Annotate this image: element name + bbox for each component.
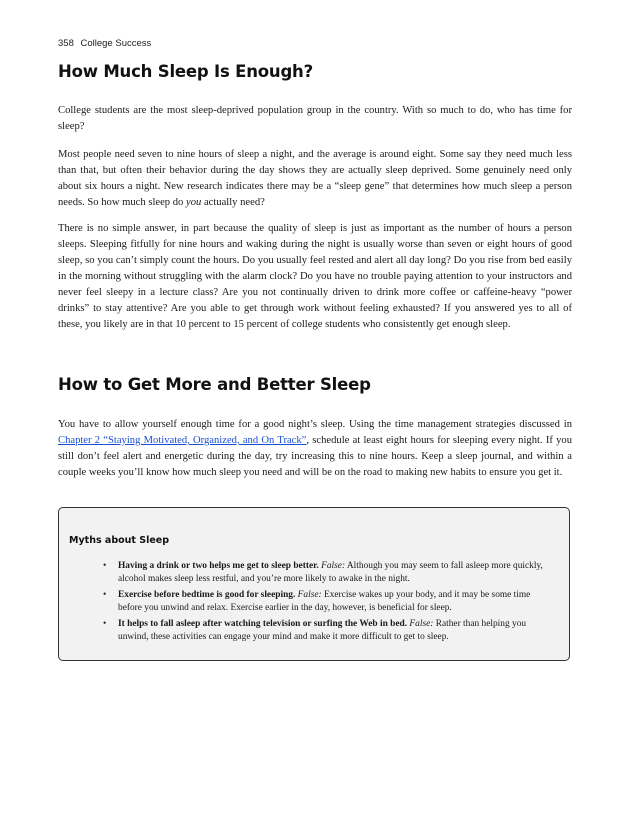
bullet-icon: • bbox=[103, 619, 107, 629]
myths-list bbox=[103, 560, 547, 647]
myth-explanation: Although you may seem to fall asleep more quickly, alcohol makes sleep less restful, and you’re more likely to awake in the night. bbox=[118, 561, 543, 584]
false-label: False: bbox=[297, 590, 322, 600]
false-label: False: bbox=[409, 619, 434, 629]
myth-statement: Exercise before bedtime is good for sleeping. bbox=[118, 590, 296, 600]
book-title: College Success bbox=[80, 38, 152, 49]
myths-callout-box bbox=[58, 507, 570, 661]
paragraph-allow-time bbox=[58, 417, 572, 481]
chapter-2-link[interactable]: Chapter 2 “Staying Motivated, Organized, and On Track” bbox=[58, 435, 307, 446]
paragraph-intro: College students are the most sleep-deprived population group in the country. With so much to do, who has time for sleep? bbox=[58, 105, 572, 132]
emphasis-you: you bbox=[186, 197, 202, 208]
bullet-icon: • bbox=[103, 561, 107, 571]
page-number: 358 bbox=[58, 38, 74, 49]
paragraph-sleep-need bbox=[58, 147, 572, 211]
bullet-icon: • bbox=[103, 590, 107, 600]
section-title-better-sleep: How to Get More and Better Sleep bbox=[58, 375, 371, 394]
myth-explanation: Exercise wakes up your body, and it may be some time before you unwind and relax. Exercise earlier in the day, however, is beneficial for sleep. bbox=[118, 590, 531, 613]
myth-statement: It helps to fall asleep after watching television or surfing the Web in bed. bbox=[118, 619, 408, 629]
false-label: False: bbox=[321, 561, 346, 571]
myth-item bbox=[103, 589, 547, 614]
paragraph-sleep-need-end: actually need? bbox=[201, 197, 265, 208]
myth-explanation: Rather than helping you unwind, these activities can engage your mind and make it more difficult to get to sleep. bbox=[118, 619, 527, 642]
paragraph-allow-time-text: You have to allow yourself enough time for a good night’s sleep. Using the time management strategies discussed in bbox=[58, 419, 572, 430]
myth-item bbox=[103, 560, 547, 585]
paragraph-allow-time-end: , schedule at least eight hours for sleeping every night. If you still don’t feel alert and energetic during the day, try increasing this to nine hours. Keep a sleep journal, and within a couple weeks you’ll know how much sleep you need and will be on the road to making new habits to ensure you get it. bbox=[58, 435, 572, 478]
paragraph-sleep-need-text: Most people need seven to nine hours of sleep a night, and the average is around eight. Some say they need much less than that, but often their behavior during the day shows they are actually sleep deprived. Some genuinely need only about six hours a night. New research indicates there may be a “sleep gene” that determines how much sleep a person needs. So how much sleep do bbox=[58, 149, 572, 208]
myth-statement: Having a drink or two helps me get to sleep better. bbox=[118, 561, 319, 571]
section-title-how-much-sleep: How Much Sleep Is Enough? bbox=[58, 62, 313, 81]
running-header bbox=[58, 38, 151, 49]
myths-title: Myths about Sleep bbox=[69, 535, 170, 546]
paragraph-sleep-quality: There is no simple answer, in part because the quality of sleep is just as important as the number of hours a person sleeps. Sleeping fitfully for nine hours and waking during the night is usually worse than seven or eight hours of good sleep, so you can’t simply count the hours. Do you usually feel rested and alert all day long? Do you rise from bed easily in the morning without struggling with the alarm clock? Do you have no trouble paying attention to your instructors and never feel sleepy in a lecture class? Are you not continually driven to drink more coffee or caffeine-heavy “power drinks” to stay attentive? Are you able to get through work without feeling exhausted? If you answered yes to all of these, you likely are in that 10 percent to 15 percent of college students who consistently get enough sleep. bbox=[58, 223, 572, 330]
myth-item bbox=[103, 618, 547, 643]
